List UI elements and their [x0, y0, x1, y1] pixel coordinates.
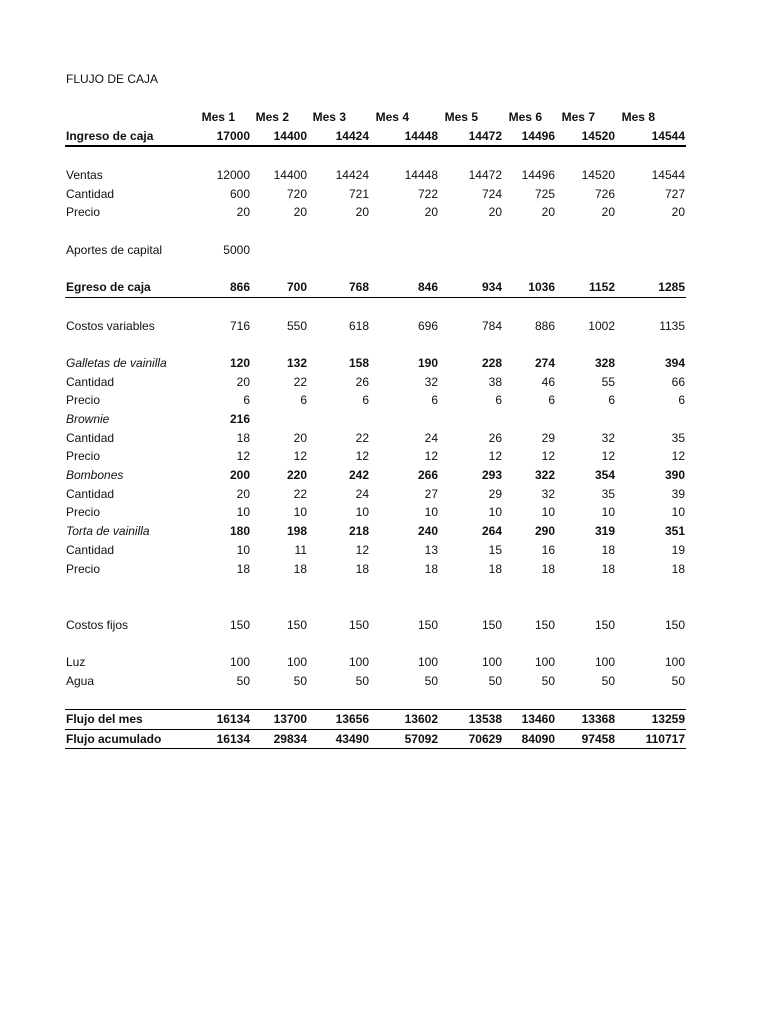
month-header-8: Mes 8	[621, 110, 655, 124]
cell-mes-7: 150	[594, 617, 615, 632]
cell-mes-8: 1135	[659, 318, 685, 333]
cell-mes-5: 150	[481, 617, 502, 632]
cell-mes-3: 14424	[335, 128, 369, 143]
row-brownie	[65, 410, 686, 429]
cell-mes-3: 43490	[335, 731, 369, 746]
cell-mes-1: 150	[229, 617, 250, 632]
cell-mes-5: 10	[488, 505, 502, 520]
cell-mes-6: 14496	[521, 168, 555, 183]
row-ventas	[65, 166, 686, 185]
row-label: Flujo del mes	[66, 712, 143, 726]
cell-mes-6: 150	[534, 617, 555, 632]
cell-mes-8: 14544	[651, 168, 685, 183]
cell-mes-4: 722	[417, 186, 438, 201]
cell-mes-6: 16	[541, 542, 555, 557]
cell-mes-8: 66	[671, 374, 685, 389]
cell-mes-4: 190	[417, 355, 438, 370]
cell-mes-3: 14424	[335, 168, 369, 183]
cell-mes-6: 84090	[521, 731, 555, 746]
cell-mes-2: 20	[293, 430, 307, 445]
cell-mes-4: 12	[424, 449, 438, 464]
month-header-7: Mes 7	[561, 110, 595, 124]
cell-mes-1: 10	[236, 505, 250, 520]
row-brownie-precio	[65, 447, 686, 466]
cell-mes-8: 1285	[658, 280, 685, 295]
row-label: Precio	[66, 561, 101, 576]
row-aportes-de-capital	[65, 241, 686, 260]
cell-mes-7: 726	[594, 186, 615, 201]
row-galletas-cantidad	[65, 373, 686, 392]
cell-mes-5: 264	[481, 524, 502, 539]
cell-mes-8: 100	[664, 654, 685, 669]
cell-mes-4: 696	[417, 318, 438, 333]
row-ingreso-de-caja	[65, 127, 686, 148]
row-torta-de-vainilla	[65, 522, 686, 541]
row-label: Cantidad	[66, 486, 115, 501]
cell-mes-6: 12	[541, 449, 555, 464]
cell-mes-7: 35	[601, 486, 615, 501]
cell-mes-4: 13	[424, 542, 438, 557]
row-label: Brownie	[66, 412, 110, 426]
cell-mes-8: 12	[671, 449, 685, 464]
cell-mes-1: 12000	[216, 168, 250, 183]
cell-mes-6: 886	[534, 318, 555, 333]
month-header-5: Mes 5	[444, 110, 478, 124]
cell-mes-6: 322	[534, 468, 555, 483]
cell-mes-5: 100	[481, 654, 502, 669]
cell-mes-4: 18	[424, 561, 438, 576]
cell-mes-1: 866	[229, 280, 250, 295]
row-label: Flujo acumulado	[66, 731, 162, 746]
cell-mes-5: 228	[481, 355, 502, 370]
cell-mes-6: 14496	[521, 128, 555, 143]
cell-mes-2: 20	[293, 205, 307, 220]
cell-mes-2: 198	[286, 524, 307, 539]
cell-mes-2: 22	[293, 486, 307, 501]
cell-mes-3: 100	[348, 654, 369, 669]
row-label: Bombones	[66, 468, 124, 483]
row-label: Agua	[66, 673, 95, 688]
cell-mes-1: 12	[236, 449, 250, 464]
cell-mes-1: 20	[236, 486, 250, 501]
cell-mes-3: 13656	[335, 712, 369, 726]
cell-mes-5: 50	[488, 673, 502, 688]
row-label: Cantidad	[66, 186, 115, 201]
cell-mes-2: 220	[286, 468, 307, 483]
cell-mes-6: 46	[541, 374, 555, 389]
cell-mes-6: 6	[548, 393, 555, 408]
cell-mes-5: 784	[481, 318, 502, 333]
cell-mes-7: 14520	[581, 128, 615, 143]
cell-mes-5: 20	[488, 205, 502, 220]
row-bombones-cantidad	[65, 485, 686, 504]
cell-mes-3: 158	[348, 355, 369, 370]
cell-mes-3: 721	[348, 186, 369, 201]
cell-mes-2: 14400	[273, 168, 307, 183]
cell-mes-1: 18	[236, 561, 250, 576]
cell-mes-2: 18	[293, 561, 307, 576]
cell-mes-3: 20	[355, 205, 369, 220]
row-label: Precio	[66, 205, 101, 220]
cell-mes-5: 934	[481, 280, 502, 295]
cell-mes-5: 293	[481, 468, 502, 483]
cell-mes-8: 351	[664, 524, 685, 539]
cell-mes-3: 618	[348, 318, 369, 333]
cell-mes-7: 13368	[581, 712, 615, 726]
row-costos-variables	[65, 317, 686, 336]
cell-mes-3: 18	[355, 561, 369, 576]
cell-mes-3: 768	[348, 280, 369, 295]
cell-mes-8: 20	[671, 205, 685, 220]
row-label: Precio	[66, 449, 101, 464]
cell-mes-3: 24	[355, 486, 369, 501]
cell-mes-1: 50	[236, 673, 250, 688]
row-label: Cantidad	[66, 430, 115, 445]
cell-mes-4: 50	[424, 673, 438, 688]
cell-mes-7: 18	[601, 561, 615, 576]
row-label: Precio	[66, 393, 101, 408]
cell-mes-1: 716	[229, 318, 250, 333]
cell-mes-4: 14448	[404, 128, 438, 143]
row-ventas-cantidad	[65, 185, 686, 204]
cell-mes-7: 55	[601, 374, 615, 389]
cell-mes-5: 13538	[468, 712, 502, 726]
cell-mes-5: 14472	[468, 128, 502, 143]
row-label: Precio	[66, 505, 101, 520]
cell-mes-5: 29	[488, 486, 502, 501]
cell-mes-2: 11	[294, 542, 307, 557]
cell-mes-6: 274	[534, 355, 555, 370]
cell-mes-1: 216	[229, 412, 250, 426]
cell-mes-1: 16134	[216, 712, 250, 726]
row-label: Galletas de vainilla	[66, 355, 167, 370]
cell-mes-2: 150	[286, 617, 307, 632]
cell-mes-1: 600	[229, 186, 250, 201]
cell-mes-6: 100	[534, 654, 555, 669]
cell-mes-7: 100	[594, 654, 615, 669]
cell-mes-7: 14520	[581, 168, 615, 183]
cell-mes-4: 240	[417, 524, 438, 539]
row-label: Ventas	[66, 168, 103, 183]
cell-mes-1: 16134	[216, 731, 250, 746]
row-label: Torta de vainilla	[66, 524, 150, 539]
cell-mes-6: 50	[541, 673, 555, 688]
row-torta-precio	[65, 560, 686, 579]
cell-mes-8: 727	[664, 186, 685, 201]
month-header-2: Mes 2	[255, 110, 289, 124]
cell-mes-1: 20	[236, 374, 250, 389]
cell-mes-7: 1002	[588, 318, 615, 333]
cell-mes-3: 50	[355, 673, 369, 688]
cell-mes-4: 57092	[404, 731, 438, 746]
cell-mes-8: 13259	[651, 712, 685, 726]
month-header-1: Mes 1	[201, 110, 235, 124]
cell-mes-4: 6	[431, 393, 438, 408]
cell-mes-5: 26	[488, 430, 502, 445]
row-label: Cantidad	[66, 374, 115, 389]
row-label: Costos fijos	[66, 617, 129, 632]
cell-mes-2: 550	[286, 318, 307, 333]
cell-mes-4: 846	[417, 280, 438, 295]
cell-mes-6: 1036	[528, 280, 555, 295]
cell-mes-4: 150	[417, 617, 438, 632]
cell-mes-1: 17000	[216, 128, 250, 143]
cell-mes-2: 10	[293, 505, 307, 520]
cell-mes-5: 6	[495, 393, 502, 408]
row-flujo-del-mes	[65, 709, 686, 730]
cell-mes-1: 6	[243, 393, 250, 408]
cell-mes-2: 13700	[273, 712, 307, 726]
document-title: FLUJO DE CAJA	[66, 72, 159, 86]
cell-mes-3: 22	[355, 430, 369, 445]
cell-mes-6: 10	[541, 505, 555, 520]
month-header-row	[65, 108, 686, 127]
cell-mes-4: 10	[424, 505, 438, 520]
cell-mes-5: 70629	[468, 731, 502, 746]
cell-mes-1: 200	[229, 468, 250, 483]
cell-mes-6: 20	[541, 205, 555, 220]
cell-mes-7: 319	[594, 524, 615, 539]
cell-mes-7: 10	[601, 505, 615, 520]
row-bombones	[65, 466, 686, 485]
month-header-3: Mes 3	[312, 110, 346, 124]
cell-mes-4: 32	[424, 374, 438, 389]
cell-mes-6: 725	[534, 186, 555, 201]
row-galletas-de-vainilla	[65, 354, 686, 373]
cell-mes-1: 10	[236, 542, 250, 557]
cell-mes-7: 354	[594, 468, 615, 483]
cell-mes-5: 15	[488, 542, 502, 557]
row-galletas-precio	[65, 391, 686, 410]
cell-mes-5: 12	[488, 449, 502, 464]
cell-mes-1: 180	[229, 524, 250, 539]
cell-mes-1: 120	[229, 355, 250, 370]
cell-mes-7: 6	[608, 393, 615, 408]
cell-mes-2: 12	[293, 449, 307, 464]
row-ventas-precio	[65, 203, 686, 222]
row-torta-cantidad	[65, 541, 686, 560]
cell-mes-8: 19	[671, 542, 685, 557]
cell-mes-4: 13602	[404, 712, 438, 726]
cell-mes-2: 100	[286, 654, 307, 669]
cell-mes-2: 14400	[273, 128, 307, 143]
cell-mes-6: 18	[541, 561, 555, 576]
cell-mes-3: 12	[355, 542, 369, 557]
cell-mes-8: 50	[671, 673, 685, 688]
cell-mes-4: 266	[417, 468, 438, 483]
cash-flow-table	[65, 108, 686, 749]
cell-mes-3: 12	[355, 449, 369, 464]
cell-mes-8: 110717	[645, 731, 685, 746]
cell-mes-8: 18	[671, 561, 685, 576]
cell-mes-8: 39	[671, 486, 685, 501]
row-bombones-precio	[65, 503, 686, 522]
row-agua	[65, 672, 686, 691]
cell-mes-8: 10	[671, 505, 685, 520]
cell-mes-2: 6	[300, 393, 307, 408]
row-costos-fijos	[65, 616, 686, 635]
cell-mes-7: 1152	[588, 280, 615, 295]
cell-mes-4: 24	[424, 430, 438, 445]
row-flujo-acumulado	[65, 730, 686, 750]
cell-mes-2: 132	[286, 355, 307, 370]
row-label: Costos variables	[66, 318, 155, 333]
cell-mes-5: 18	[488, 561, 502, 576]
cell-mes-8: 390	[664, 468, 685, 483]
row-label: Cantidad	[66, 542, 115, 557]
cell-mes-4: 100	[417, 654, 438, 669]
cell-mes-8: 150	[664, 617, 685, 632]
cell-mes-2: 50	[293, 673, 307, 688]
cell-mes-8: 394	[664, 355, 685, 370]
cell-mes-3: 242	[348, 468, 369, 483]
cell-mes-1: 100	[229, 654, 250, 669]
cell-mes-3: 6	[362, 393, 369, 408]
cell-mes-4: 20	[424, 205, 438, 220]
cell-mes-6: 32	[541, 486, 555, 501]
cell-mes-8: 14544	[651, 128, 685, 143]
cell-mes-3: 150	[348, 617, 369, 632]
cell-mes-2: 22	[293, 374, 307, 389]
row-label: Aportes de capital	[66, 242, 163, 257]
cell-mes-7: 18	[601, 542, 615, 557]
row-brownie-cantidad	[65, 429, 686, 448]
cell-mes-3: 218	[348, 524, 369, 539]
row-label: Ingreso de caja	[66, 128, 154, 143]
cell-mes-6: 290	[534, 524, 555, 539]
cell-mes-7: 328	[594, 355, 615, 370]
cell-mes-6: 29	[541, 430, 555, 445]
cell-mes-1: 18	[236, 430, 250, 445]
cell-mes-5: 724	[481, 186, 502, 201]
row-luz	[65, 653, 686, 672]
cell-mes-4: 14448	[404, 168, 438, 183]
cell-mes-1: 20	[236, 205, 250, 220]
month-header-4: Mes 4	[375, 110, 409, 124]
cell-mes-7: 32	[601, 430, 615, 445]
cell-mes-5: 14472	[468, 168, 502, 183]
cell-mes-3: 26	[355, 374, 369, 389]
cell-mes-8: 6	[678, 393, 685, 408]
cell-mes-2: 720	[286, 186, 307, 201]
cell-mes-2: 29834	[273, 731, 307, 746]
cell-mes-2: 700	[286, 280, 307, 295]
month-header-6: Mes 6	[508, 110, 542, 124]
cell-mes-7: 20	[601, 205, 615, 220]
row-egreso-de-caja	[65, 278, 686, 298]
cell-mes-7: 12	[601, 449, 615, 464]
cell-mes-7: 50	[601, 673, 615, 688]
row-label: Luz	[66, 654, 86, 669]
cell-mes-5: 38	[488, 374, 502, 389]
cell-mes-4: 27	[424, 486, 438, 501]
cell-mes-6: 13460	[521, 712, 555, 726]
cell-mes-1: 5000	[223, 242, 250, 257]
cell-mes-3: 10	[355, 505, 369, 520]
cell-mes-7: 97458	[581, 731, 615, 746]
row-label: Egreso de caja	[66, 280, 151, 295]
cell-mes-8: 35	[671, 430, 685, 445]
